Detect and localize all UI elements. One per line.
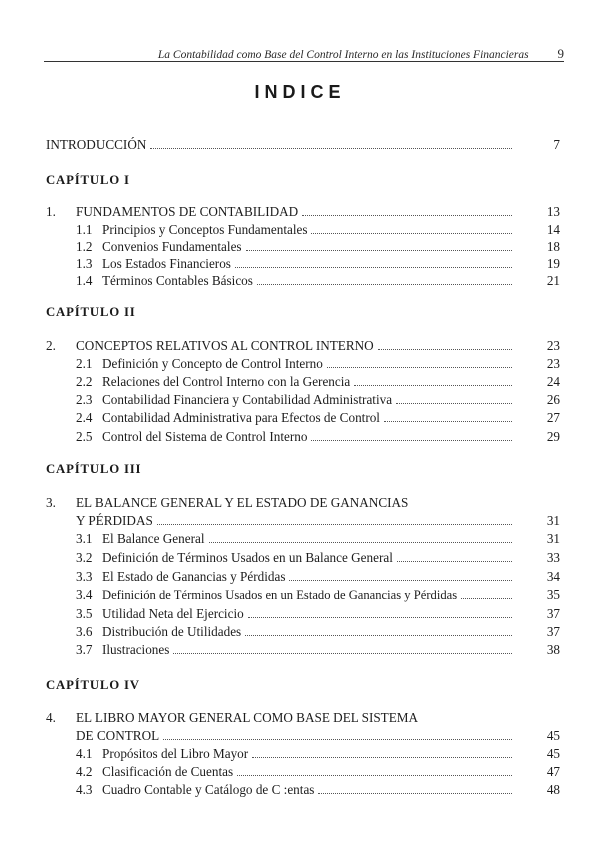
toc-entry bbox=[76, 641, 560, 659]
toc-entry-number: 3.5 bbox=[76, 606, 93, 621]
toc-entry bbox=[76, 605, 560, 623]
dot-leader bbox=[252, 745, 512, 758]
toc-entry-page: 48 bbox=[546, 782, 560, 797]
chapter-heading: CAPÍTULO IV bbox=[46, 678, 140, 692]
toc-entry bbox=[76, 549, 560, 567]
toc-entry-page: 21 bbox=[546, 273, 560, 288]
dot-leader bbox=[384, 409, 512, 422]
toc-entry-text: Los Estados Financieros bbox=[102, 256, 231, 271]
toc-entry-page: 23 bbox=[546, 356, 560, 371]
toc-entry bbox=[76, 727, 560, 745]
toc-entry-number: 2.5 bbox=[76, 429, 93, 444]
dot-leader bbox=[397, 549, 512, 562]
toc-entry-number: 4.2 bbox=[76, 764, 93, 779]
toc-entry-number: 1.1 bbox=[76, 222, 93, 237]
toc-entry bbox=[76, 373, 560, 391]
toc-entry-page: 45 bbox=[546, 746, 560, 761]
toc-entry-text: Convenios Fundamentales bbox=[102, 239, 242, 254]
toc-entry-text: CONCEPTOS RELATIVOS AL CONTROL INTERNO bbox=[76, 338, 374, 353]
toc-entry-page: 37 bbox=[546, 624, 560, 639]
toc-entry bbox=[76, 391, 560, 409]
toc-entry-number: 3. bbox=[46, 495, 56, 510]
toc-entry-text: Cuadro Contable y Catálogo de C :entas bbox=[102, 782, 315, 797]
dot-leader bbox=[318, 781, 512, 794]
toc-entry-number: 3.4 bbox=[76, 587, 93, 602]
chapter-heading: CAPÍTULO III bbox=[46, 462, 142, 476]
toc-entry-text: Definición de Términos Usados en un Estado de Ganancias y Pérdidas bbox=[102, 588, 458, 602]
toc-entry-text: Y PÉRDIDAS bbox=[76, 513, 153, 528]
toc-entry-text: El Balance General bbox=[102, 531, 205, 546]
toc-entry-number: 3.3 bbox=[76, 569, 93, 584]
dot-leader bbox=[311, 428, 512, 441]
toc-entry-text: DE CONTROL bbox=[76, 728, 160, 743]
toc-entry-text: Clasificación de Cuentas bbox=[102, 764, 234, 779]
dot-leader bbox=[173, 641, 512, 654]
toc-entry bbox=[76, 568, 560, 586]
toc-entry bbox=[76, 238, 560, 256]
toc-entry-number: 2.1 bbox=[76, 356, 93, 371]
toc-entry-page: 26 bbox=[546, 392, 560, 407]
toc-entry-text: FUNDAMENTOS DE CONTABILIDAD bbox=[76, 204, 299, 219]
toc-entry-text: INTRODUCCIÓN bbox=[46, 137, 147, 152]
dot-leader bbox=[163, 727, 512, 740]
toc-entry-page: 29 bbox=[546, 429, 560, 444]
toc-entry bbox=[76, 512, 560, 530]
toc-entry-page: 23 bbox=[546, 338, 560, 353]
dot-leader bbox=[396, 391, 512, 404]
dot-leader bbox=[246, 238, 512, 251]
toc-entry-text: Principios y Conceptos Fundamentales bbox=[102, 222, 308, 237]
toc-entry-text: EL LIBRO MAYOR GENERAL COMO BASE DEL SISTEMA bbox=[76, 710, 419, 725]
toc-entry-text: EL BALANCE GENERAL Y EL ESTADO DE GANANCIAS bbox=[76, 495, 409, 510]
dot-leader bbox=[248, 605, 512, 618]
dot-leader bbox=[257, 272, 512, 285]
toc-entry bbox=[76, 255, 560, 273]
toc-entry-page: 31 bbox=[546, 531, 560, 546]
dot-leader bbox=[311, 221, 512, 234]
toc-entry-number: 3.6 bbox=[76, 624, 93, 639]
toc-entry-number: 3.2 bbox=[76, 550, 93, 565]
toc-entry-text: Definición de Términos Usados en un Balance General bbox=[102, 550, 393, 565]
dot-leader bbox=[237, 763, 512, 776]
toc-entry bbox=[46, 709, 418, 727]
toc-entry-page: 19 bbox=[546, 256, 560, 271]
toc-entry bbox=[76, 272, 560, 290]
toc-entry-text: Términos Contables Básicos bbox=[102, 273, 253, 288]
toc-entry-page: 24 bbox=[546, 374, 560, 389]
dot-leader bbox=[235, 255, 512, 268]
toc-entry bbox=[76, 221, 560, 239]
toc-entry-text: Definición y Concepto de Control Interno bbox=[102, 356, 323, 371]
toc-entry-page: 38 bbox=[546, 642, 560, 657]
toc-entry-text: Contabilidad Financiera y Contabilidad Administrativa bbox=[102, 392, 393, 407]
dot-leader bbox=[354, 373, 512, 386]
toc-entry-introduccion bbox=[46, 136, 560, 154]
toc-entry-number: 1.4 bbox=[76, 273, 93, 288]
toc-entry-text: Contabilidad Administrativa para Efectos de Control bbox=[102, 410, 380, 425]
toc-entry-page: 45 bbox=[546, 728, 560, 743]
toc-entry bbox=[46, 203, 560, 221]
toc-entry bbox=[46, 337, 560, 355]
toc-entry bbox=[76, 409, 560, 427]
dot-leader bbox=[302, 203, 512, 216]
toc-entry bbox=[76, 623, 560, 641]
toc-entry-text: Distribución de Utilidades bbox=[102, 624, 242, 639]
dot-leader bbox=[289, 568, 512, 581]
dot-leader bbox=[461, 586, 512, 599]
toc-entry-page: 14 bbox=[546, 222, 560, 237]
toc-entry-page: 7 bbox=[553, 137, 560, 152]
toc-entry bbox=[76, 530, 560, 548]
toc-entry-page: 47 bbox=[546, 764, 560, 779]
toc-entry-page: 27 bbox=[546, 410, 560, 425]
dot-leader bbox=[378, 337, 512, 350]
toc-entry-text: Control del Sistema de Control Interno bbox=[102, 429, 308, 444]
toc-entry-number: 4.1 bbox=[76, 746, 93, 761]
toc-entry-number: 2.4 bbox=[76, 410, 93, 425]
toc-entry-number: 2. bbox=[46, 338, 56, 353]
toc-entry-page: 35 bbox=[546, 587, 560, 602]
toc-entry-page: 33 bbox=[546, 550, 560, 565]
toc-entry-number: 1. bbox=[46, 204, 56, 219]
toc-entry bbox=[46, 494, 408, 512]
dot-leader bbox=[327, 355, 512, 368]
page-title: INDICE bbox=[254, 82, 346, 102]
toc-entry-number: 2.2 bbox=[76, 374, 93, 389]
toc-entry-page: 34 bbox=[546, 569, 560, 584]
toc-entry-text: El Estado de Ganancias y Pérdidas bbox=[102, 569, 286, 584]
dot-leader bbox=[209, 530, 512, 543]
toc-entry-page: 37 bbox=[546, 606, 560, 621]
toc-entry-text: Relaciones del Control Interno con la Gerencia bbox=[102, 374, 351, 389]
toc-entry-text: Utilidad Neta del Ejercicio bbox=[102, 606, 244, 621]
toc-entry bbox=[76, 781, 560, 799]
dot-leader bbox=[157, 512, 512, 525]
toc-entry-page: 18 bbox=[546, 239, 560, 254]
toc-entry-page: 31 bbox=[546, 513, 560, 528]
toc-entry bbox=[76, 355, 560, 373]
running-title: La Contabilidad como Base del Control Interno en las Instituciones Financieras bbox=[157, 49, 529, 61]
dot-leader bbox=[245, 623, 512, 636]
toc-entry bbox=[76, 745, 560, 763]
toc-entry-number: 3.7 bbox=[76, 642, 93, 657]
toc-entry bbox=[76, 428, 560, 446]
toc-entry-number: 2.3 bbox=[76, 392, 93, 407]
toc-entry-number: 1.3 bbox=[76, 256, 93, 271]
toc-entry bbox=[76, 586, 560, 604]
chapter-heading: CAPÍTULO II bbox=[46, 305, 136, 319]
toc-entry-number: 3.1 bbox=[76, 531, 93, 546]
chapter-heading: CAPÍTULO I bbox=[46, 173, 130, 187]
dot-leader bbox=[150, 136, 512, 149]
toc-entry-number: 4.3 bbox=[76, 782, 93, 797]
toc-entry-text: Propósitos del Libro Mayor bbox=[102, 746, 249, 761]
page-number: 9 bbox=[557, 46, 564, 61]
toc-entry-text: Ilustraciones bbox=[102, 642, 170, 657]
toc-entry-number: 4. bbox=[46, 710, 56, 725]
toc-entry-page: 13 bbox=[546, 204, 560, 219]
toc-entry-number: 1.2 bbox=[76, 239, 93, 254]
toc-entry bbox=[76, 763, 560, 781]
